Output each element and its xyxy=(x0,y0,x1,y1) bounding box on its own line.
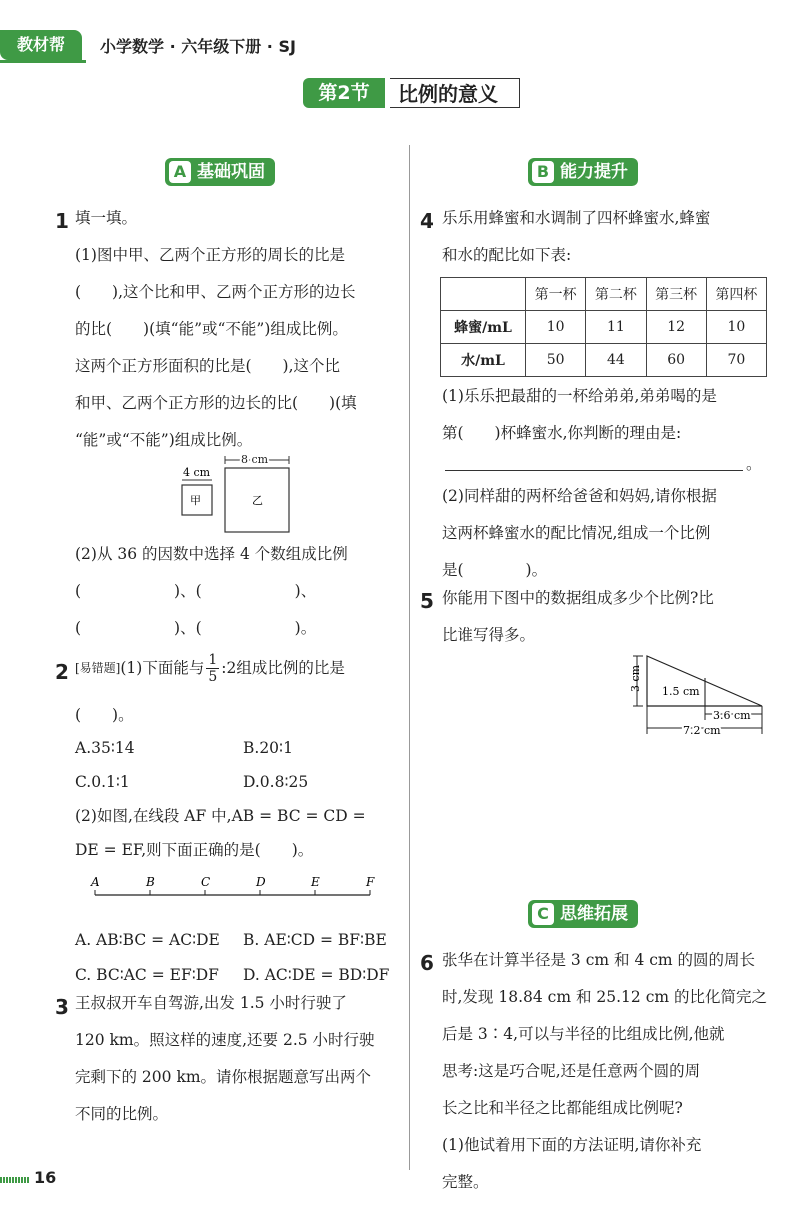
q3-number: 3 xyxy=(55,995,69,1019)
table-header-cell: 第四杯 xyxy=(706,278,766,311)
q2-text-b: :2组成比例的比是 xyxy=(221,659,345,677)
q4-line: 和水的配比如下表: xyxy=(442,246,572,264)
q1-line: ( ),这个比和甲、乙两个正方形的边长 xyxy=(75,283,356,301)
q6-line: 时,发现 18.84 cm 和 25.12 cm 的比化简完之 xyxy=(442,988,767,1006)
height-label: 3 cm xyxy=(629,664,642,692)
part-b-badge xyxy=(528,158,638,186)
table-cell: 12 xyxy=(646,311,706,344)
part-b-label: 能力提升 xyxy=(560,162,628,182)
square-b-name: 乙 xyxy=(252,494,263,507)
segment-point-label: D xyxy=(256,875,266,889)
table-cell: 11 xyxy=(586,311,646,344)
q6-line: 后是 3∶4,可以与半径的比组成比例,他就 xyxy=(442,1025,725,1043)
q6-line: 长之比和半径之比都能组成比例呢? xyxy=(442,1099,683,1117)
q4-line: 乐乐用蜂蜜和水调制了四杯蜂蜜水,蜂蜜 xyxy=(442,209,711,227)
table-row-label: 蜂蜜/mL xyxy=(441,311,526,344)
q2-number: 2 xyxy=(55,660,69,684)
table-cell: 50 xyxy=(526,344,586,377)
part-a-letter: A xyxy=(169,161,191,183)
q6-line: (1)他试着用下面的方法证明,请你补充 xyxy=(442,1136,702,1154)
table-row xyxy=(441,344,767,377)
q1-p2-line: ( )、( )、 xyxy=(75,582,317,600)
footer-stripe xyxy=(0,1177,30,1183)
q1-line: 和甲、乙两个正方形的边长的比( )(填 xyxy=(75,394,357,412)
q2-option-b: B.20∶1 xyxy=(243,739,293,757)
table-cell: 44 xyxy=(586,344,646,377)
error-prone-tag: [易错题] xyxy=(75,661,121,675)
q6-line: 完整。 xyxy=(442,1173,489,1191)
q3-line: 完剩下的 200 km。请你根据题意写出两个 xyxy=(75,1068,372,1086)
page-number: 16 xyxy=(34,1168,57,1187)
q1-number: 1 xyxy=(55,209,69,233)
q1-line: “能”或“不能”)组成比例。 xyxy=(75,431,253,449)
q2-blank: ( )。 xyxy=(75,706,134,724)
segment-point-label: A xyxy=(91,875,100,889)
q1-line: 这两个正方形面积的比是( ),这个比 xyxy=(75,357,341,375)
q2-option2-b: B. AE∶CD = BF∶BE xyxy=(243,931,387,949)
table-cell: 70 xyxy=(706,344,766,377)
header-rule xyxy=(0,60,86,63)
square-b-length: 8 cm xyxy=(241,453,269,466)
table-row xyxy=(441,311,767,344)
q3-line: 王叔叔开车自驾游,出发 1.5 小时行驶了 xyxy=(75,994,347,1012)
part-c-label: 思维拓展 xyxy=(560,904,628,924)
q2-option-c: C.0.1∶1 xyxy=(75,773,130,791)
section-title: 比例的意义 xyxy=(390,78,520,108)
q5-body xyxy=(442,580,714,654)
segment-point-label: C xyxy=(201,875,211,889)
table-cell: 10 xyxy=(526,311,586,344)
table-header-cell: 第三杯 xyxy=(646,278,706,311)
part-c-letter: C xyxy=(532,903,554,925)
q1-line: 的比( )(填“能”或“不能”)组成比例。 xyxy=(75,320,348,338)
q4-part2 xyxy=(442,478,717,589)
section-badge: 第2节 xyxy=(303,78,385,108)
fraction-numerator: 1 xyxy=(208,652,218,668)
answer-end-mark: 。 xyxy=(746,455,762,473)
table-header-cell xyxy=(441,278,526,311)
q1-p2-line: ( )、( )。 xyxy=(75,619,317,637)
q2-text-a: (1)下面能与 xyxy=(120,659,205,677)
q3-body xyxy=(75,985,375,1133)
q5-line: 你能用下图中的数据组成多少个比例?比 xyxy=(442,589,714,607)
q4-part1 xyxy=(442,378,717,452)
q2-p2-line2: DE = EF,则下面正确的是( )。 xyxy=(75,841,314,859)
q2-option2-c: C. BC∶AC = EF∶DF xyxy=(75,966,219,984)
q6-line: 张华在计算半径是 3 cm 和 4 cm 的圆的周长 xyxy=(442,951,756,969)
q4-p1-line: (1)乐乐把最甜的一杯给弟弟,弟弟喝的是 xyxy=(442,387,717,405)
q2-line1 xyxy=(75,650,345,687)
q5-line: 比谁写得多。 xyxy=(442,626,536,644)
table-header-cell: 第一杯 xyxy=(526,278,586,311)
q3-line: 不同的比例。 xyxy=(75,1105,169,1123)
table-header-cell: 第二杯 xyxy=(586,278,646,311)
part-a-badge xyxy=(165,158,275,186)
q1-p2-line: (2)从 36 的因数中选择 4 个数组成比例 xyxy=(75,545,348,563)
part-c-badge xyxy=(528,900,638,928)
inner-height-label: 1.5 cm xyxy=(662,685,700,698)
table-cell: 60 xyxy=(646,344,706,377)
squares-figure xyxy=(175,450,305,535)
short-base-label: 3.6 cm xyxy=(713,709,751,722)
q1-body xyxy=(75,200,357,459)
q6-number: 6 xyxy=(420,951,434,975)
q2-option-d: D.0.8∶25 xyxy=(243,773,309,791)
q1-line: 填一填。 xyxy=(75,209,138,227)
q2-p2-line1: (2)如图,在线段 AF 中,AB = BC = CD = xyxy=(75,807,366,825)
part-a-label: 基础巩固 xyxy=(197,162,265,182)
segment-point-label: B xyxy=(146,875,155,889)
square-a-name: 甲 xyxy=(190,494,201,507)
q4-number: 4 xyxy=(420,209,434,233)
q4-p2-line: (2)同样甜的两杯给爸爸和妈妈,请你根据 xyxy=(442,487,717,505)
header-badge: 教材帮 xyxy=(0,30,82,60)
q4-p2-line: 这两杯蜂蜜水的配比情况,组成一个比例 xyxy=(442,524,711,542)
q1-part2 xyxy=(75,536,348,647)
table-cell: 10 xyxy=(706,311,766,344)
part-b-letter: B xyxy=(532,161,554,183)
long-base-label: 7.2 cm xyxy=(683,724,721,737)
q5-number: 5 xyxy=(420,589,434,613)
q6-body xyxy=(442,942,767,1201)
q2-option2-d: D. AC∶DE = BD∶DF xyxy=(243,966,390,984)
fraction xyxy=(206,652,219,685)
header-title: 小学数学 · 六年级下册 · SJ xyxy=(100,37,296,56)
segment-af xyxy=(85,873,385,903)
q3-line: 120 km。照这样的速度,还要 2.5 小时行驶 xyxy=(75,1031,375,1049)
table-header-row xyxy=(441,278,767,311)
q2-option2-a: A. AB∶BC = AC∶DE xyxy=(75,931,220,949)
q6-line: 思考:这是巧合呢,还是任意两个圆的周 xyxy=(442,1062,701,1080)
q1-line: (1)图中甲、乙两个正方形的周长的比是 xyxy=(75,246,345,264)
answer-line xyxy=(445,470,743,471)
square-a-length: 4 cm xyxy=(183,466,211,479)
honey-table xyxy=(440,277,767,377)
table-row-label: 水/mL xyxy=(441,344,526,377)
column-divider xyxy=(409,145,410,1170)
q4-p2-line: 是( )。 xyxy=(442,561,548,579)
q4-p1-line: 第( )杯蜂蜜水,你判断的理由是: xyxy=(442,424,682,442)
segment-point-label: E xyxy=(311,875,320,889)
q4-body xyxy=(442,200,710,274)
q2-option-a: A.35∶14 xyxy=(75,739,135,757)
triangle-figure xyxy=(625,648,775,743)
fraction-denominator: 5 xyxy=(208,669,218,685)
segment-point-label: F xyxy=(366,875,375,889)
